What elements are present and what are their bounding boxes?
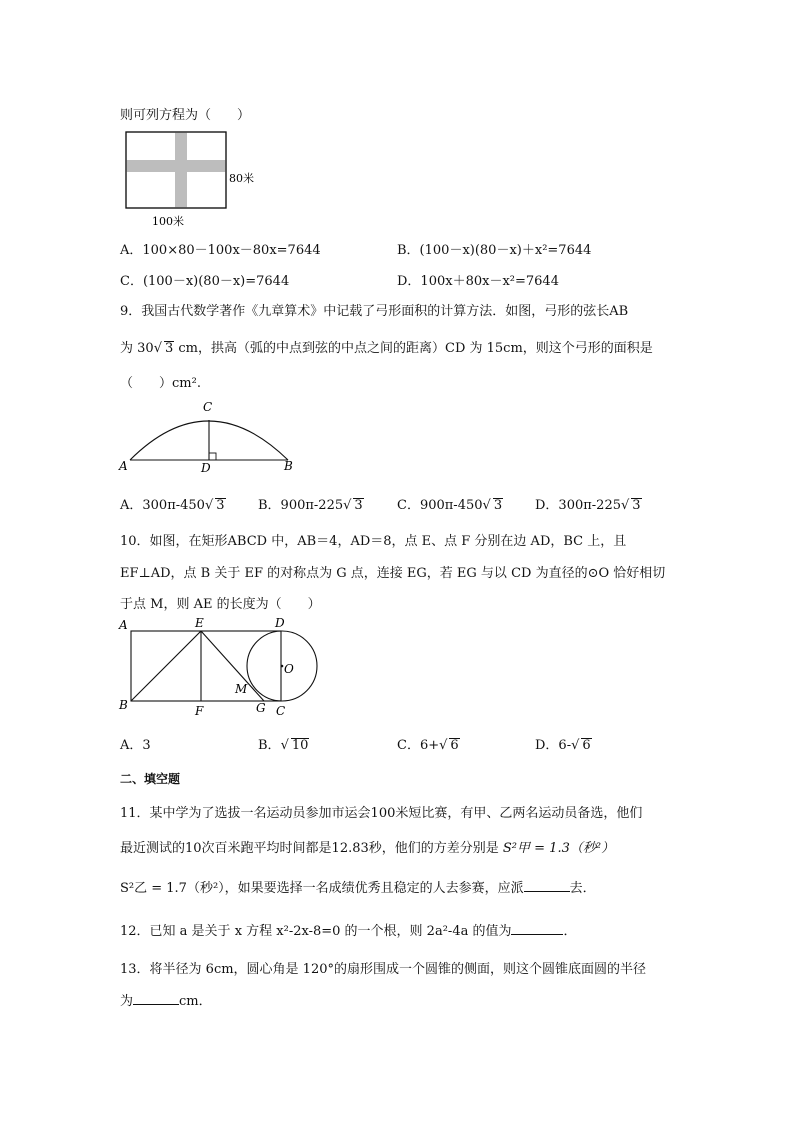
- q8-option-d: D．100x＋80x－x²=7644: [397, 274, 559, 289]
- q10-option-c: C．6+√ 6: [397, 738, 459, 753]
- q11-variance-jia: S²甲 = 1.3（秒²）: [502, 841, 615, 856]
- q10-segment-eg: [201, 631, 264, 701]
- q8-option-c: C．(100－x)(80－x)=7644: [120, 274, 290, 289]
- q8-option-a: A．100×80－100x－80x=7644: [120, 243, 321, 258]
- q8-option-b: B．(100－x)(80－x)＋x²=7644: [397, 243, 592, 258]
- q9-option-c: C．900π-450√ 3: [397, 498, 503, 513]
- q9-line2: 为 30√ 3 cm，拱高（弧的中点到弦的中点之间的距离）CD 为 15cm，则这个弓形的面积是: [120, 341, 653, 356]
- q9-label-b: B: [284, 459, 293, 473]
- q10-option-b: B．√ 10: [258, 738, 309, 753]
- q10-figure: [114, 614, 324, 720]
- q10-rectangle-abcd: [131, 631, 281, 701]
- q12-line: 12．已知 a 是关于 x 方程 x²-2x-8=0 的一个根，则 2a²-4a 的值为 ．: [120, 924, 577, 939]
- q8-figure: [118, 128, 268, 232]
- q11-line2: 最近测试的10次百米跑平均时间都是12.83秒，他们的方差分别是 S²甲 = 1.3（秒²）: [120, 841, 615, 856]
- q10-label-a: A: [119, 618, 128, 632]
- q9-option-a: A．300π-450√ 3: [120, 498, 225, 513]
- q10-label-e: E: [195, 616, 204, 630]
- q11-line1: 11．某中学为了选拔一名运动员参加市运会100米短比赛，有甲、乙两名运动员备选，他们: [120, 806, 643, 821]
- q10-line3: 于点 M，则 AE 的长度为（ ）: [120, 597, 321, 612]
- q9-figure: [116, 396, 306, 476]
- q10-center-o: [281, 665, 284, 668]
- q10-label-d: D: [275, 616, 285, 630]
- q10-segment-be: [131, 631, 201, 701]
- q10-option-a: A．3: [120, 738, 151, 753]
- q9-option-d: D．300π-225√ 3: [535, 498, 641, 513]
- q13-answer-blank[interactable]: [133, 992, 179, 1005]
- q10-label-b: B: [119, 698, 128, 712]
- q9-label-a: A: [119, 459, 128, 473]
- q10-line1: 10．如图，在矩形ABCD 中，AB＝4，AD＝8，点 E、点 F 分别在边 AD，BC 上，且: [120, 534, 627, 549]
- q8-height-label: 80米: [229, 172, 254, 185]
- q11-answer-blank[interactable]: [524, 879, 570, 892]
- q10-label-f: F: [195, 704, 204, 718]
- q10-label-m: M: [235, 682, 248, 696]
- q12-answer-blank[interactable]: [511, 922, 563, 935]
- q8-width-label: 100米: [152, 215, 184, 228]
- q9-option-b: B．900π-225√ 3: [258, 498, 363, 513]
- q10-label-g: G: [256, 701, 266, 715]
- q11-line3: S²乙 = 1.7（秒²），如果要选择一名成绩优秀且稳定的人去参赛，应派 去．: [120, 881, 596, 896]
- q13-line1: 13．将半径为 6cm，圆心角是 120°的扇形围成一个圆锥的侧面，则这个圆锥底面圆的半径: [120, 962, 646, 977]
- q10-label-c: C: [276, 704, 286, 718]
- q8-stem-tail: 则可列方程为（ ）: [120, 108, 251, 123]
- q13-line2: 为 cm．: [120, 994, 212, 1009]
- section-fill-in-title: 二、填空题: [120, 772, 181, 786]
- q9-label-d: D: [201, 461, 211, 475]
- q10-option-d: D．6-√ 6: [535, 738, 591, 753]
- q9-line1: 9．我国古代数学著作《九章算术》中记载了弓形面积的计算方法．如图，弓形的弦长AB: [120, 304, 629, 319]
- q10-line2: EF⊥AD，点 B 关于 EF 的对称点为 G 点，连接 EG，若 EG 与以 CD 为直径的⊙O 恰好相切: [120, 566, 666, 581]
- q10-label-o: O: [284, 662, 294, 676]
- q8-road-vertical: [175, 132, 187, 208]
- q9-label-c: C: [203, 400, 213, 414]
- q9-line3: （ ）cm².: [120, 376, 201, 391]
- q9-right-angle-mark: [209, 453, 216, 460]
